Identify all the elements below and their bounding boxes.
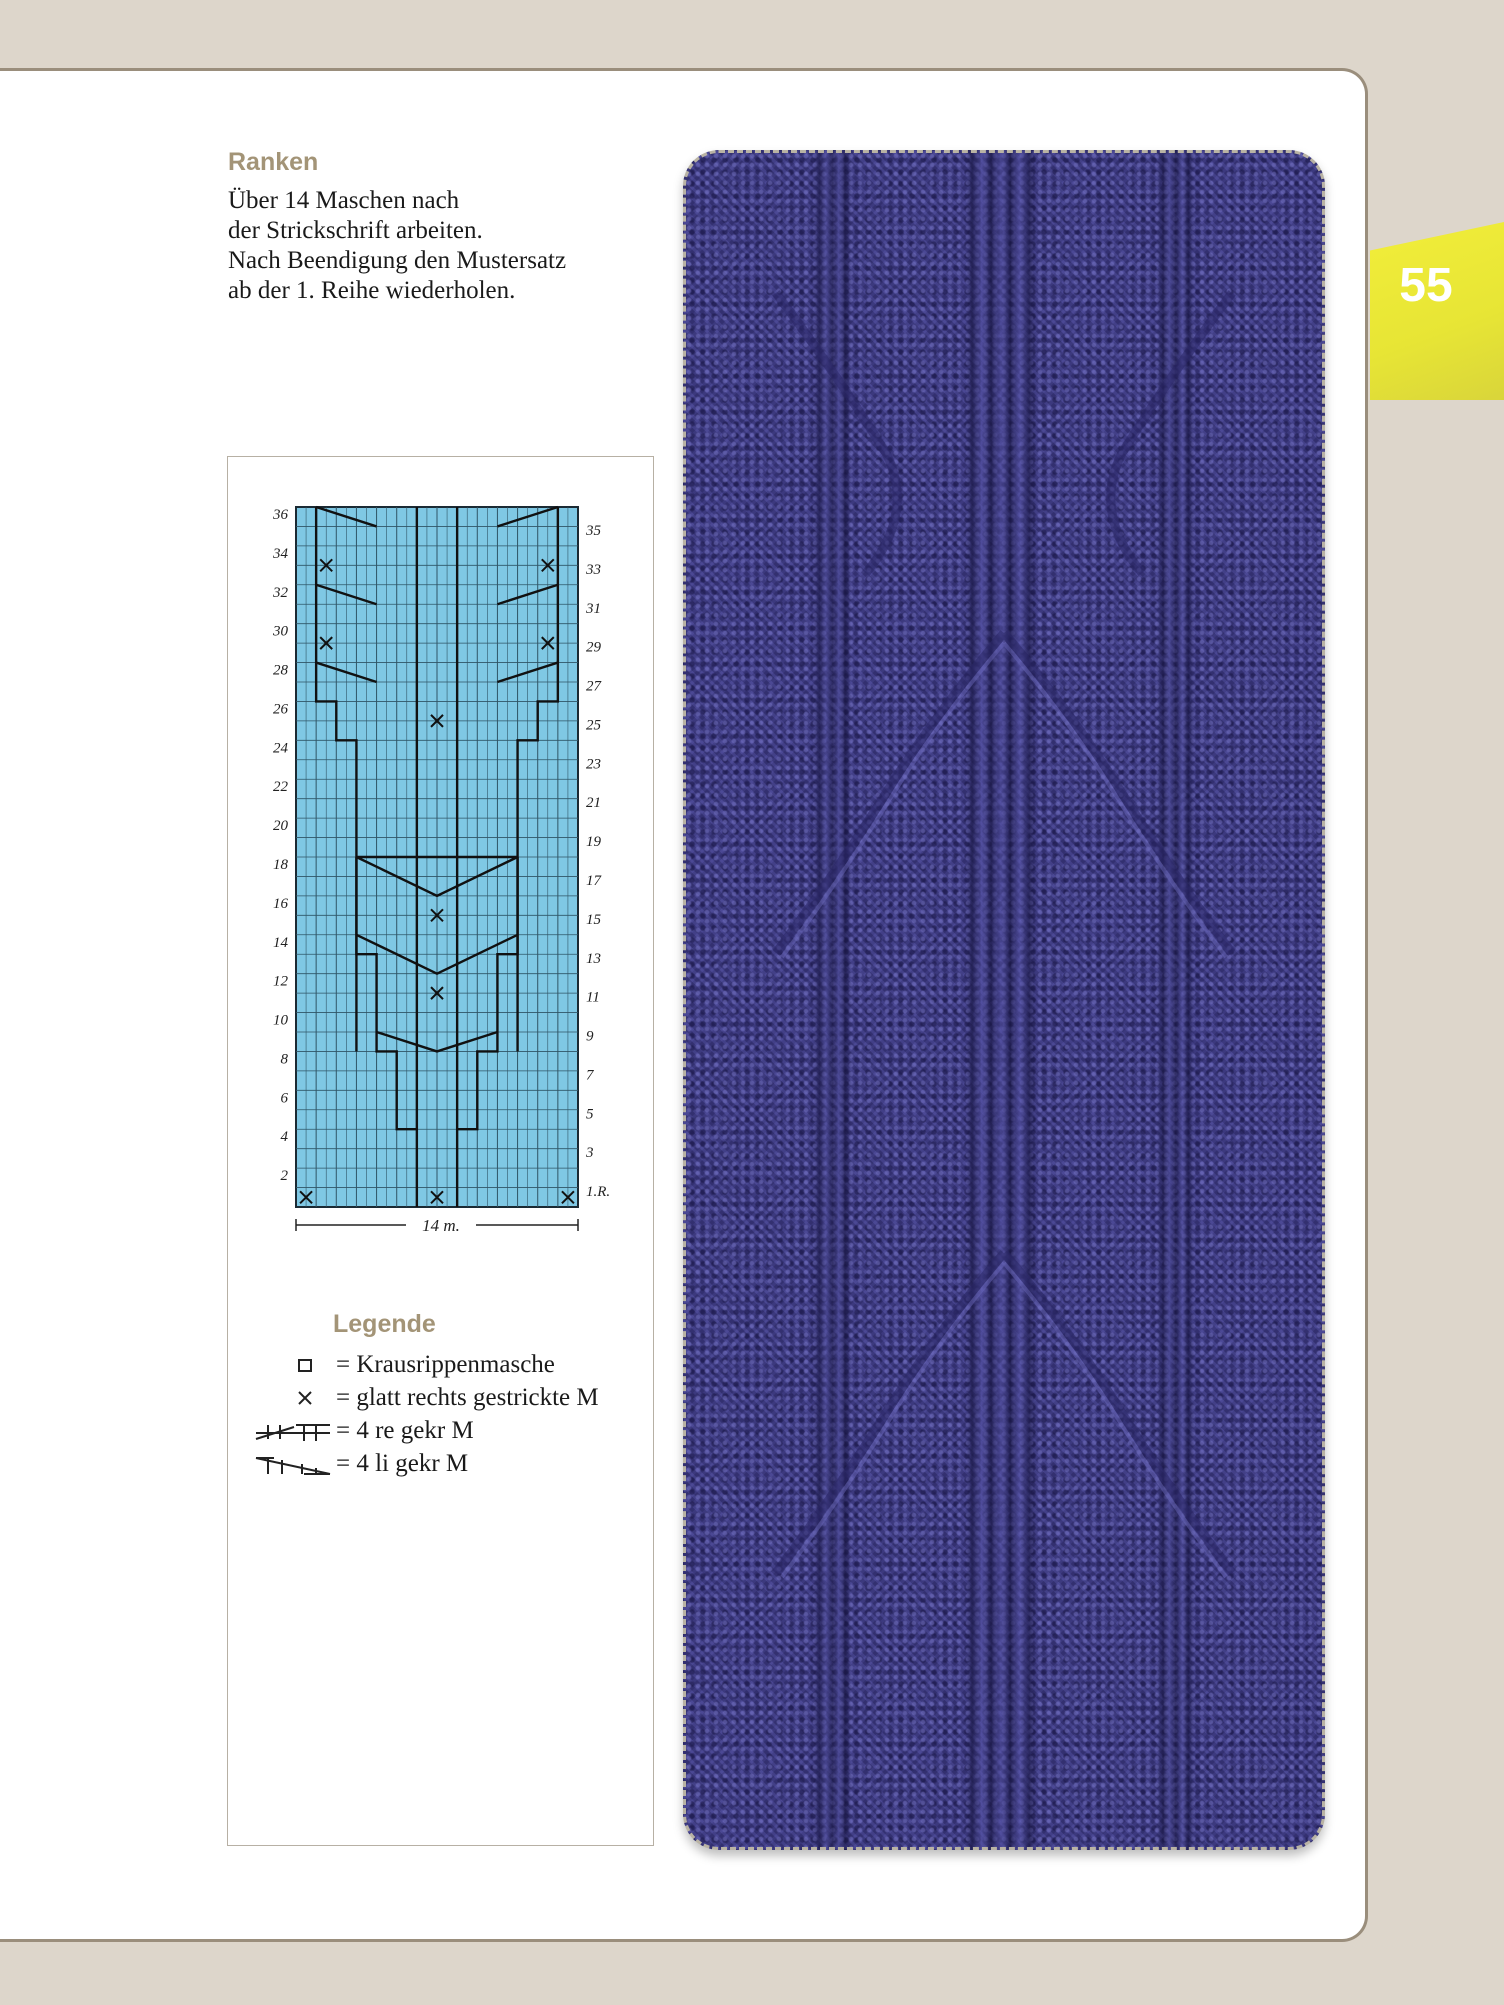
chart-row-label-right: 7 <box>586 1067 594 1084</box>
chart-row-label-right: 13 <box>586 950 601 967</box>
chart-row-label-left: 28 <box>273 662 288 679</box>
instruction-line: ab der 1. Reihe wiederholen. <box>228 277 516 304</box>
chart-row-label-right: 35 <box>586 523 601 539</box>
cable-right-icon <box>254 1415 334 1447</box>
chart-row-label-left: 36 <box>273 507 288 523</box>
chart-row-label-right: 31 <box>586 600 601 617</box>
legend-item <box>254 1415 474 1447</box>
chart-row-label-left: 30 <box>273 623 288 640</box>
chart-row-label-right: 23 <box>586 756 601 773</box>
page-number: 55 <box>1399 259 1453 312</box>
legend-item <box>254 1448 468 1480</box>
chart-row-label-right: 19 <box>586 834 601 851</box>
legend-title: Legende <box>333 1310 436 1338</box>
chart-row-label-left: 14 <box>273 934 288 951</box>
chart-row-label-left: 24 <box>273 740 288 757</box>
knitted-swatch-image <box>683 150 1325 1850</box>
square-icon <box>254 1349 334 1381</box>
legend-text: = 4 li gekr M <box>336 1450 469 1477</box>
chart-row-label-right: 17 <box>586 873 601 889</box>
cable-left-icon <box>254 1448 334 1480</box>
chart-row-label-right: 29 <box>586 639 601 656</box>
chart-row-label-right: 1.R. <box>586 1184 611 1201</box>
chart-width-label: 14 m. <box>422 1216 460 1235</box>
chart-row-label-left: 16 <box>273 895 288 912</box>
chart-row-label-left: 10 <box>273 1012 288 1029</box>
chart-row-label-right: 33 <box>586 561 601 578</box>
chart-row-label-left: 12 <box>273 973 288 990</box>
chart-row-label-right: 25 <box>586 717 601 734</box>
chart-row-label-left: 20 <box>273 818 288 835</box>
chart-row-label-left: 22 <box>273 779 288 796</box>
chart-row-label-left: 2 <box>280 1168 288 1185</box>
chart-row-label-right: 9 <box>586 1028 594 1045</box>
chart-row-label-right: 3 <box>586 1145 594 1162</box>
instruction-line: der Strickschrift arbeiten. <box>228 217 483 244</box>
chart-row-label-right: 21 <box>586 795 601 812</box>
chart-row-label-right: 11 <box>586 989 600 1006</box>
chart-row-label-right: 27 <box>586 678 601 695</box>
swatch-cable-texture <box>686 153 1322 1847</box>
legend-item <box>254 1349 555 1381</box>
cross-icon <box>254 1382 334 1414</box>
pattern-title: Ranken <box>228 148 319 176</box>
legend-text: = glatt rechts gestrickte M <box>336 1384 599 1411</box>
legend-text: = 4 re gekr M <box>336 1417 474 1444</box>
chart-row-label-left: 18 <box>273 857 288 873</box>
chart-row-label-left: 34 <box>273 545 288 562</box>
instruction-line: Nach Beendigung den Mustersatz <box>228 247 567 274</box>
instruction-line: Über 14 Maschen nach <box>228 187 460 214</box>
chart-row-label-left: 6 <box>280 1090 288 1107</box>
chart-row-label-left: 26 <box>273 701 288 718</box>
chart-row-label-right: 15 <box>586 911 601 928</box>
chart-row-label-left: 4 <box>280 1129 288 1146</box>
chart-row-label-left: 32 <box>273 584 288 601</box>
legend-text: = Krausrippenmasche <box>336 1351 555 1378</box>
legend-item <box>254 1382 599 1414</box>
chart-row-label-right: 5 <box>586 1106 594 1123</box>
chart-row-label-left: 8 <box>280 1051 288 1068</box>
